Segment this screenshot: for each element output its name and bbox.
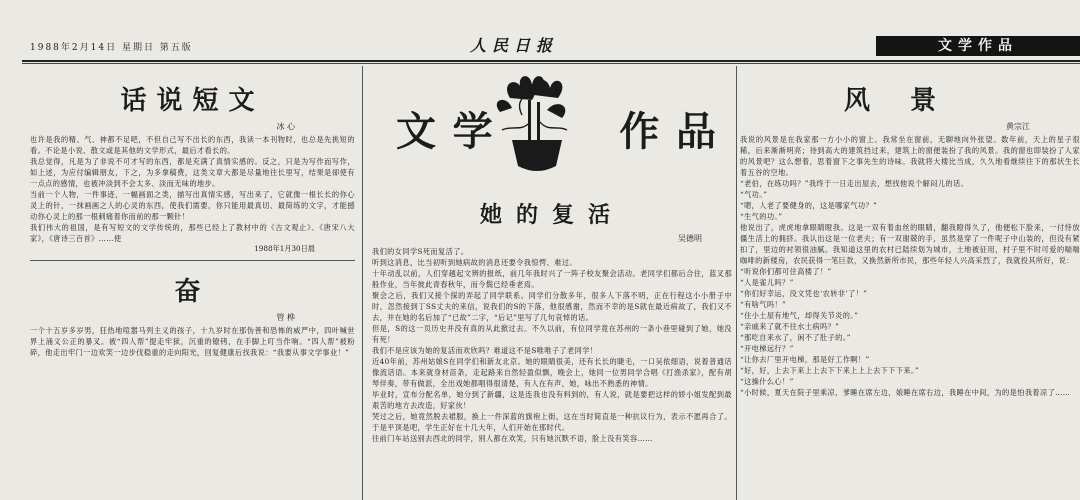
article-paragraph: “好，好，上去下来上上去下下来上上上去下下下来。”: [740, 366, 920, 375]
story-paragraph: 十年动乱以前，人们穿越起文辨的报纸，前几年我时兴了一阵子校友聚会活动。老同学们都后合住，蓝叉那般作业，当年彼此青春秋年，而今鬓已经垂老焉。: [372, 269, 732, 289]
article-paragraph: “开电梯远行？”: [740, 344, 794, 353]
section-banner: [372, 70, 732, 180]
article-paragraph: 当前一个人物，一件事迹，一幅画面之类，描写出真情实感，写出来了，它就像一根长长的你心灵上的针，一抹画画之人的心灵的东西，使我们需要，你只能用最真切、最简练的文字，才能撼动你心灵上的那一根刺痛着你而前的那一颗针！: [30, 190, 355, 221]
article-paragraph: “小时候，夏天在院子里乘凉，爹睡在席左边，娘睡在席右边，我睡在中间，为的是怕我着凉了……: [740, 388, 1071, 397]
story-paragraph: 我们的女同学S死而复活了。: [372, 247, 469, 256]
article-paragraph: 我总觉得，凡是为了非说不可才写的东西，都是充满了真情实感的。反之，只是为写作而写作，如上述，为应付编辑朋友，下之，为多拿稿费，这类文章大都是尽量地往长里写，结果是卻使有一点点的感情，也被冲淡到不会太多、淡而无味的地步。: [30, 157, 355, 188]
article-paragraph: “嗯，人老了要健身的，这是哪家气功？”: [740, 201, 878, 210]
story-paragraph: 但是，S的这一页历史并没有真的从此掀过去。不久以前，有位同学竟在苏州的一条小巷里碰到了她，她没有死！: [372, 324, 732, 344]
article-paragraph: “这操什么心！”: [740, 377, 794, 386]
article-paragraph: “生气的功。”: [740, 212, 783, 221]
left-column: [30, 70, 355, 358]
article-title: 话说短文: [120, 86, 265, 116]
article-author: 管 桦: [276, 313, 295, 322]
banner-char: 品: [675, 108, 716, 155]
story-paragraph: 毕业时，宣布分配名单，她分到了新疆，这是连我也没有料到的，有人说，就是要把这样的娇小姐发配到最艰苦的地方去改造，好家伙！: [372, 390, 732, 410]
column-divider-left: [362, 66, 363, 500]
article-paragraph: “听说你们都可住高楼了！”: [740, 267, 832, 276]
article-separator: [30, 260, 355, 261]
story-paragraph: 我们不是应该为她的复活而欢欣吗？难道这不是S唯唯子了老同学！: [372, 346, 598, 355]
banner-title: [396, 100, 716, 157]
masthead-rule-thin: [22, 63, 1080, 64]
story-author: 吴德明: [678, 234, 702, 243]
article-paragraph: 我们伟大的祖国，是有写短文的文学传统的，那些已经上了教材中的《古文观止》、《唐宋八大家》，《唐诗三百首》……使: [30, 223, 355, 243]
story-paragraph: 哭过之后，她竟然脱去裙服，换上一件深蓝的旗袍上街，这在当时简直是一种抗议行为，表示不愿再合了。于是平顶是吧，学生正好在十几大年，人们开始在那时代。: [372, 412, 732, 432]
right-column: [740, 70, 1080, 398]
story-paragraph: 听到这消息，比当初听到她病故的消息还要令我惊愕、难过。: [372, 258, 577, 267]
article-paragraph: “老伯，在练功吗？”我终于一日走出屋去，想找他说个解闷儿的话。: [740, 179, 969, 188]
article-paragraph: “你们好幸运，没文凭也‘农转非’了！”: [740, 289, 868, 298]
story-paragraph: 聚会之后，我们又接个探的弄起了同学联系。同学们分散多年，很多人下落不明，正在行程这小小册子中时，忽然接到丁SS丈夫的来信，说我们的S的下落，他很感谢，然而不幸的是S就在最近病故了，我们又不去，井在她的名后加了“已故”二字，“后记”里写了几句哀悼的话。: [372, 291, 732, 322]
article-paragraph: “气功。”: [740, 190, 768, 199]
banner-char: 作: [619, 108, 660, 155]
article-paragraph: 他说出了，虎虎地拿眼睛瞪我。这是一双有着血丝的眼睛，翻我瞪得久了，他便松下脸来，一付恃放僵生活上的拥挤。我认出这是一位老夫；有一双谢兢的手，虽然是穿了一件呢子中山装的，但没有紧扣了，里边的衬领很油腻。我知道这里的农村已陆续划为城市，土地被征用，村子里不时可爱的喘喘咖啡的新楼房，农民获得一笔巨款，又换然新所市民，那些年轻人兴高采烈了，我就投其所好，说：: [740, 223, 1080, 265]
article-paragraph: “那吃自来水了，闲不了肚子的。”: [740, 333, 851, 342]
middle-column: [372, 70, 732, 444]
article-author: 冰 心: [276, 122, 295, 131]
paper-name: 人民日报: [470, 36, 559, 55]
article-title: 奋: [174, 277, 211, 307]
article-paragraph: “亲戚来了就不往水土病吗？”: [740, 322, 840, 331]
story-title: 她的复活: [479, 202, 624, 228]
story-paragraph: 近40年前，苏州姑娘S在同学们和新友北京。她的眼睛很美，还有长长的睫毛，一口吴侬细语，说着普通话像流话语。本来就身材苗条，走起路来自然轻盈似飘，晚会上，她同一位男同学合唱《打渔杀家》，配有胡琴伴奏，带有做派，全出戏她都唱得很清楚，有人在有声，她，咏出不熟悉的神情。: [372, 357, 732, 388]
article-paragraph: “有啥气吗！”: [740, 300, 787, 309]
article-paragraph: 一个十五岁多岁男，狂热地喧嚣马列主义的孩子，十九岁时在那伪善和恐怖的威严中，四叶喊世界上涌义公正的暴叉。被“四人帮”提走牢狱，沉重的镣铐，在手脚上叮当作响。“四人帮”被粉碎，他走出牢门一边欢笑一边步伐稳重的走向阳光，回复健康后找我说：“我要从事文学事业！”: [30, 326, 355, 357]
article-paragraph: “住小土屋有地气，却得关节炎的。”: [740, 311, 859, 320]
article-paragraph: “人是雀儿吗？”: [740, 278, 794, 287]
article-dateline: 1988年1月30日晨: [254, 244, 315, 253]
column-divider-right: [736, 66, 737, 500]
banner-char: 文: [396, 108, 436, 155]
article-paragraph: 我说的风景是在我家那一方小小的窗上。我常坐在窗前，无聊地向外张望。数年前，天上的星子很稀，后来渐渐明亮；待到高大的建筑挡过来，建筑上的窗便装扮了我的风景。我的窗也即装扮了人家的风景吧？这么想着，思着窗下之事先生的诗味。我就将大楼比当成，久久地看继续往下的那状生长着五谷的空地。: [740, 135, 1080, 177]
section-label: 文学作品: [876, 36, 1080, 56]
article-title: 风景: [843, 86, 976, 116]
banner-char: 学: [452, 108, 493, 155]
masthead: [0, 0, 1080, 62]
story-paragraph: 往前门车站送别去西北的同学，别人都在欢笑，只有她沉默不语，脸上没有笑容……: [372, 434, 653, 443]
article-paragraph: “让你去厂里开电梯，那是好工作啊！”: [740, 355, 870, 364]
masthead-rule: [22, 60, 1080, 62]
article-paragraph: 也许是我的精、气、神都不足吧，不但自己写不出长的东西，我读一本刊物时，也总是先挑短的看。不论是小说、散文或是其他的文学形式，最后才看长的。: [30, 135, 355, 155]
date-line: 1988年2月14日 星期日 第五版: [30, 43, 193, 53]
article-author: 黄宗江: [1006, 122, 1030, 131]
